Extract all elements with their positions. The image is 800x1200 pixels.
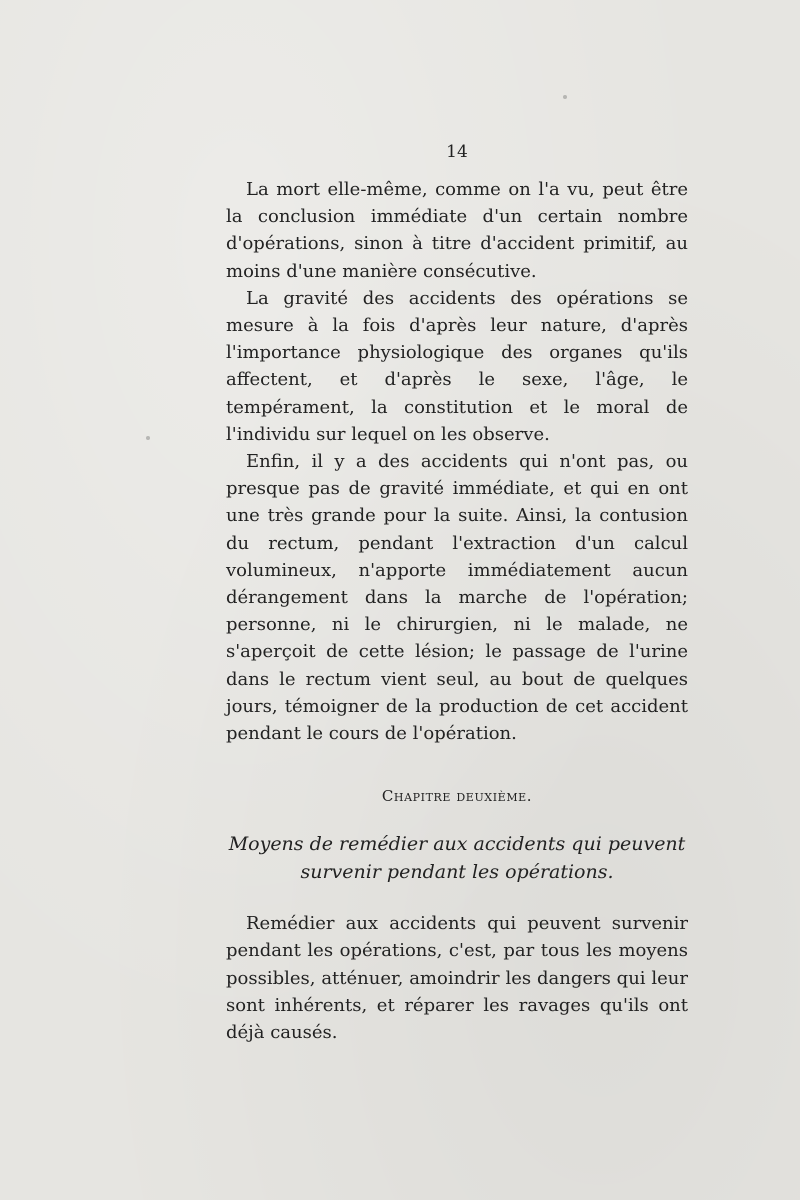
paragraph-1: La mort elle-même, comme on l'a vu, peut être la conclusion immédiate d'un certain nombre d'opérations, sinon à titre d'accident primitif, au moins d'une manière consécutive. bbox=[226, 179, 688, 282]
paragraph-3: Enfin, il y a des accidents qui n'ont pas, ou presque pas de gravité immédiate, et qui en ont une très grande pour la suite. Ainsi, la contusion du rectum, pendant l'extraction d'un calcul volumineux, n'apporte immédiatement aucun dérangement dans la marche de l'opération; personne, ni le chirurgien, ni le malade, ne s'aperçoit de cette lésion; le passage de l'urine dans le rectum vient seul, au bout de quelques jours, témoigner de la production de cet accident pendant le cours de l'opération. bbox=[226, 451, 688, 745]
chapter-subtitle: Moyens de remédier aux accidents qui peuvent survenir pendant les opérations. bbox=[228, 833, 686, 884]
page-number: 14 bbox=[446, 142, 468, 162]
paper-speck bbox=[563, 95, 567, 99]
paragraph-2: La gravité des accidents des opérations se mesure à la fois d'après leur nature, d'après l'importance physiologique des organes qu'ils affectent, et d'après le sexe, l'âge, le tempérament, la constitution et le moral de l'individu sur lequel on les observe. bbox=[226, 287, 688, 445]
page-text bbox=[226, 140, 688, 1046]
paragraph-4: Remédier aux accidents qui peuvent survenir pendant les opérations, c'est, par tous les moyens possibles, atténuer, amoindrir les dangers qui leur sont inhérents, et réparer les ravages qu'ils ont déjà causés. bbox=[226, 913, 688, 1044]
paper-speck bbox=[146, 436, 150, 440]
chapter-heading: Chapitre deuxième. bbox=[381, 787, 533, 806]
